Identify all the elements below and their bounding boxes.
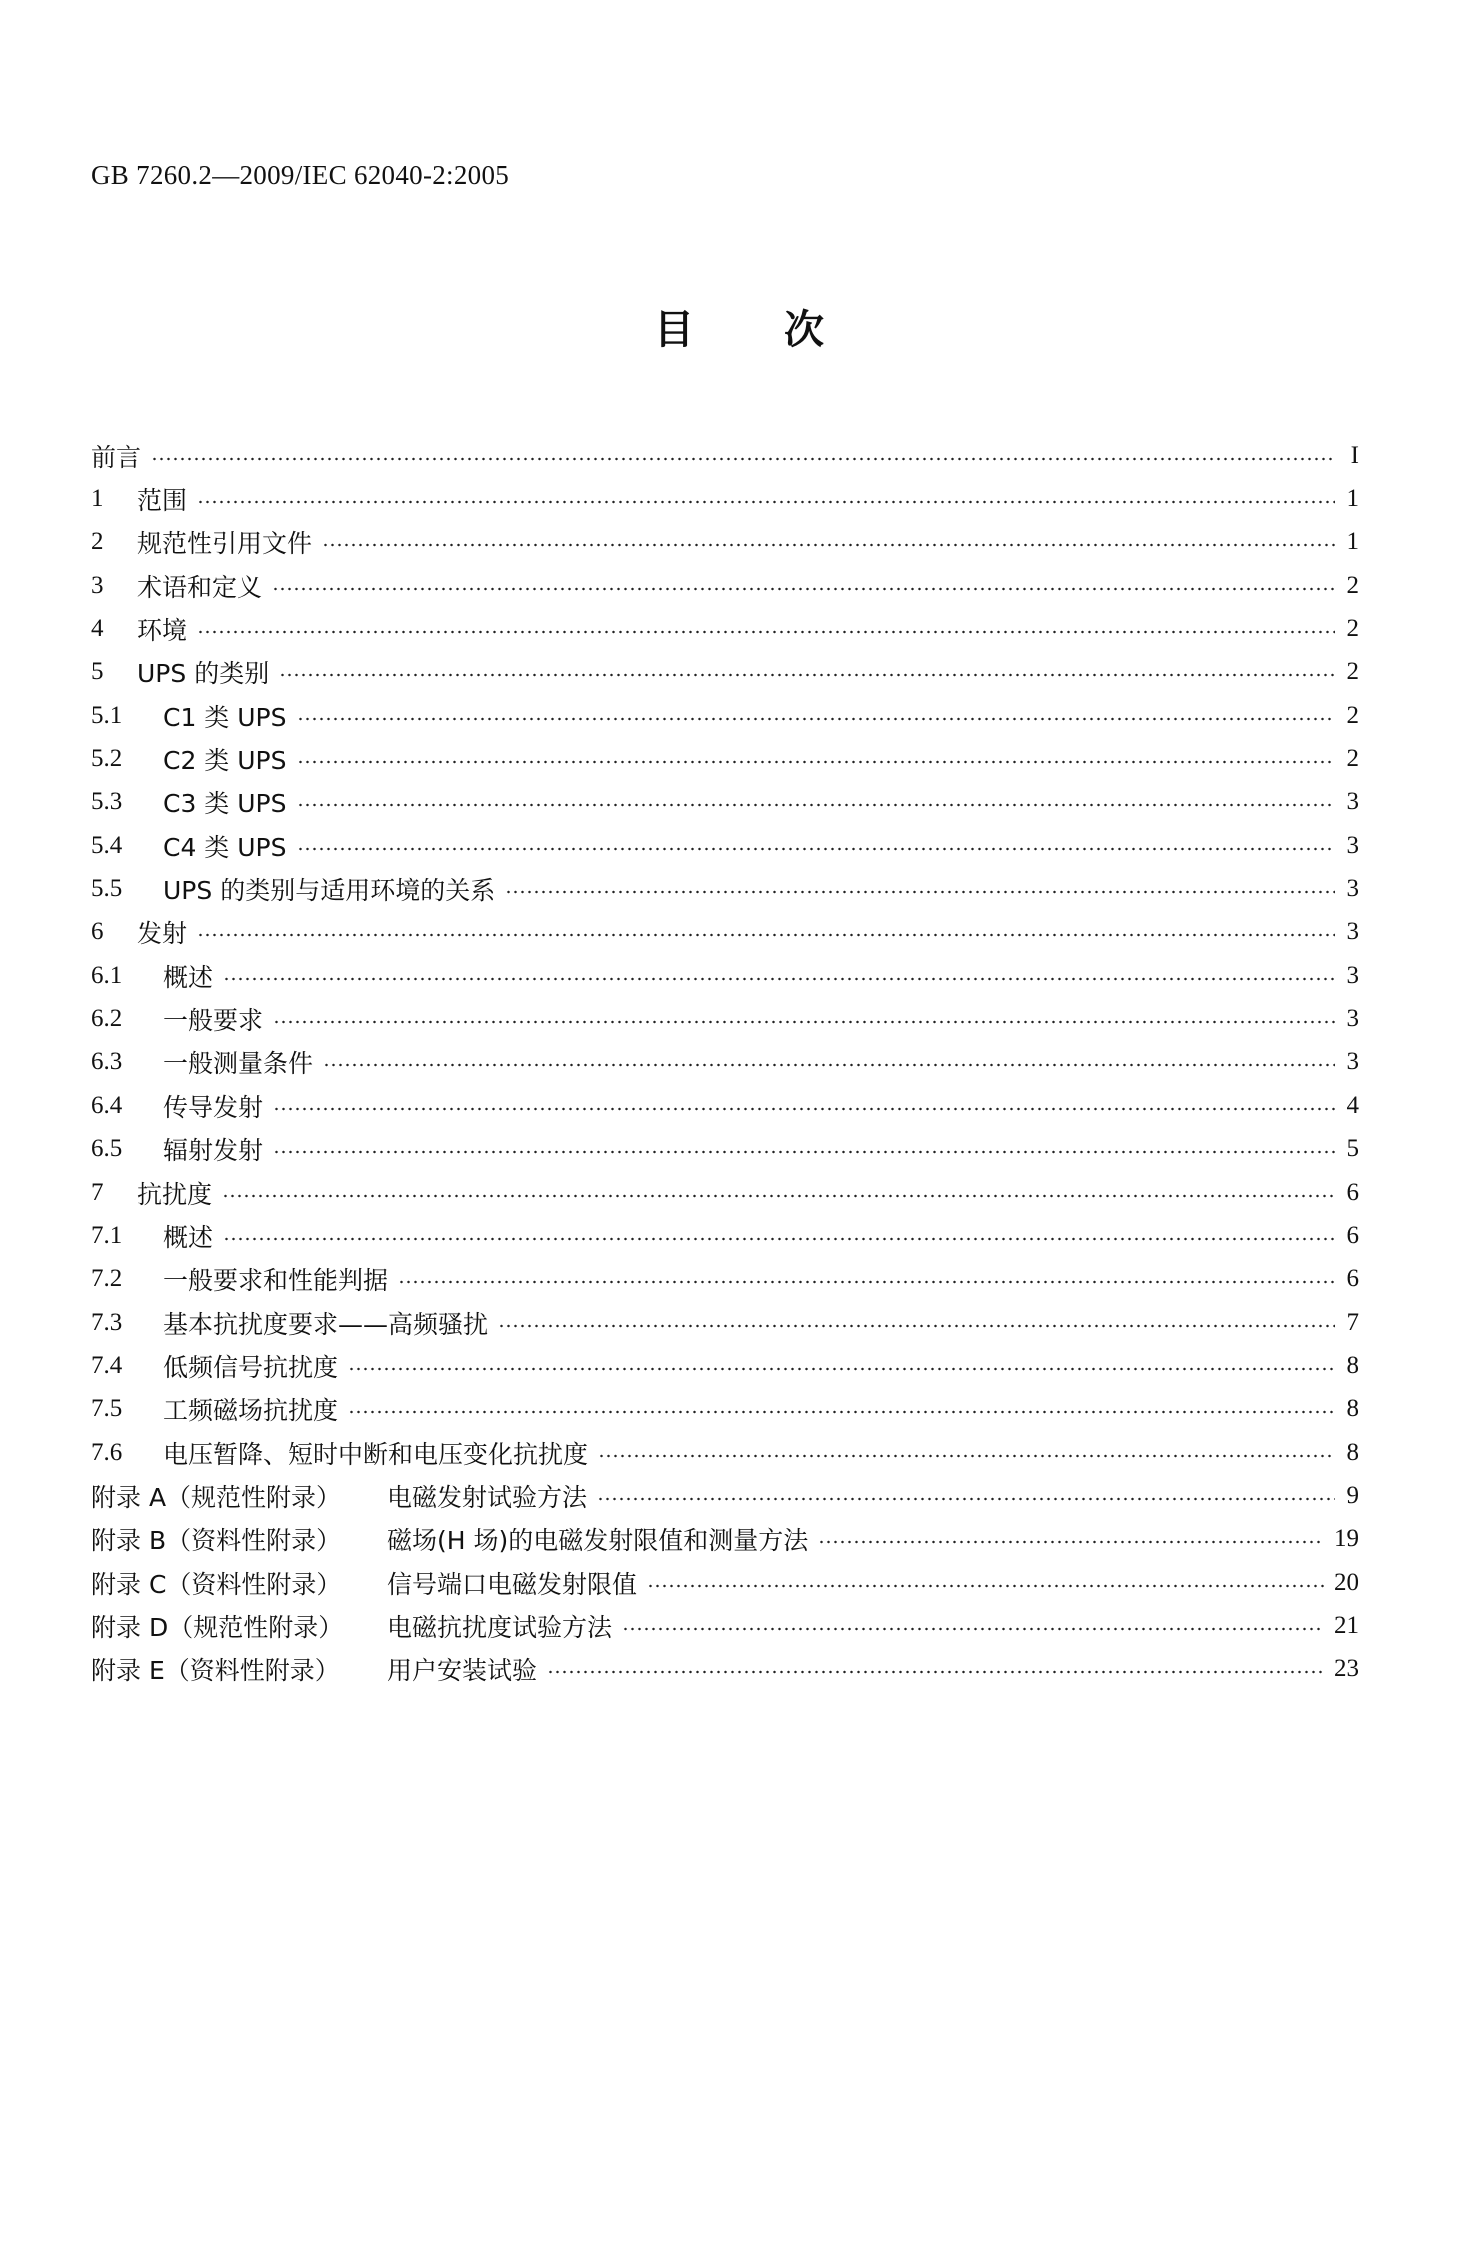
toc-entry-number: 6.4 (91, 1091, 123, 1119)
toc-entry-number: 7.2 (91, 1265, 123, 1293)
toc-entry-title: 基本抗扰度要求——高频骚扰 (163, 1309, 489, 1339)
toc-page-number: 8 (1346, 1395, 1359, 1423)
toc-entry-number: 5.4 (91, 831, 123, 859)
toc-entry[interactable] (91, 1648, 1359, 1691)
toc-entry[interactable] (91, 1388, 1359, 1431)
toc-appendix-label: 附录 A（规范性附录） (91, 1482, 342, 1512)
dot-leader (505, 890, 1335, 894)
toc-page-number: 1 (1346, 485, 1359, 513)
toc-entry-title: C2 类 UPS (163, 746, 287, 776)
toc-page-number: 6 (1346, 1221, 1359, 1249)
toc-entry-title: 电磁抗扰度试验方法 (387, 1612, 613, 1642)
toc-entry-title: 用户安装试验 (387, 1656, 538, 1686)
toc-page-number: 2 (1346, 745, 1359, 773)
toc-entry-title: C4 类 UPS (163, 832, 287, 862)
toc-entry-number: 7 (91, 1178, 104, 1206)
toc-entry[interactable] (91, 1604, 1359, 1647)
dot-leader (598, 1454, 1335, 1458)
dot-leader (197, 933, 1335, 937)
toc-entry[interactable] (91, 824, 1359, 867)
toc-entry[interactable] (91, 694, 1359, 737)
toc-page-number: 3 (1346, 1005, 1359, 1033)
toc-entry-number: 6.2 (91, 1005, 123, 1033)
dot-leader (223, 1237, 1335, 1241)
toc-entry-title: 环境 (137, 616, 188, 646)
toc-entry-title: 一般要求 (163, 1006, 264, 1036)
dot-leader (547, 1670, 1324, 1674)
toc-entry-title: 信号端口电磁发射限值 (387, 1569, 638, 1599)
toc-entry[interactable] (91, 954, 1359, 997)
toc-entry[interactable] (91, 1474, 1359, 1517)
toc-entry-title: 传导发射 (163, 1092, 264, 1122)
toc-entry[interactable] (91, 781, 1359, 824)
toc-entry-title: 电磁发射试验方法 (387, 1482, 588, 1512)
dot-leader (151, 457, 1335, 461)
toc-entry[interactable] (91, 1171, 1359, 1214)
toc-entry-number: 7.1 (91, 1221, 123, 1249)
toc-entry-number: 4 (91, 615, 104, 643)
toc-entry[interactable] (91, 564, 1359, 607)
toc-entry-number: 7.3 (91, 1308, 123, 1336)
dot-leader (197, 630, 1335, 634)
toc-page-number: 5 (1346, 1135, 1359, 1163)
toc-entry-number: 5.1 (91, 701, 123, 729)
toc-entry[interactable] (91, 1561, 1359, 1604)
dot-leader (398, 1280, 1335, 1284)
toc-entry-title: C1 类 UPS (163, 702, 287, 732)
toc-entry[interactable] (91, 911, 1359, 954)
toc-entry-number: 7.6 (91, 1438, 123, 1466)
toc-appendix-label: 附录 B（资料性附录） (91, 1526, 342, 1556)
toc-page-number: 23 (1334, 1655, 1359, 1683)
dot-leader (622, 1627, 1324, 1631)
standard-header: GB 7260.2—2009/IEC 62040-2:2005 (91, 160, 510, 190)
toc-page-number: I (1350, 441, 1359, 469)
toc-entry-title: UPS 的类别与适用环境的关系 (163, 876, 496, 906)
toc-page-number: 1 (1346, 528, 1359, 556)
toc-entry[interactable] (91, 1344, 1359, 1387)
toc-entry-number: 6.5 (91, 1135, 123, 1163)
toc-entry[interactable] (91, 1518, 1359, 1561)
toc-entry[interactable] (91, 477, 1359, 520)
toc-page-number: 3 (1346, 831, 1359, 859)
toc-page-number: 2 (1346, 701, 1359, 729)
toc-entry-number: 5 (91, 658, 104, 686)
dot-leader (322, 543, 1335, 547)
page-title: 目次 (654, 307, 914, 353)
dot-leader (348, 1410, 1335, 1414)
toc-entry-title: 磁场(H 场)的电磁发射限值和测量方法 (387, 1526, 809, 1556)
toc-page-number: 8 (1346, 1351, 1359, 1379)
dot-leader (297, 760, 1336, 764)
toc-entry-number: 5.3 (91, 788, 123, 816)
toc-entry-title: 范围 (137, 486, 188, 516)
toc-page-number: 6 (1346, 1265, 1359, 1293)
toc-entry-title: C3 类 UPS (163, 789, 287, 819)
toc-entry-number: 3 (91, 571, 104, 599)
dot-leader (273, 1020, 1335, 1024)
toc-entry[interactable] (91, 1084, 1359, 1127)
toc-entry[interactable] (91, 867, 1359, 910)
toc-entry-number: 6 (91, 918, 104, 946)
toc-entry[interactable] (91, 1431, 1359, 1474)
toc-entry[interactable] (91, 737, 1359, 780)
toc-entry[interactable] (91, 651, 1359, 694)
toc-entry-title: 一般测量条件 (163, 1049, 314, 1079)
dot-leader (647, 1584, 1324, 1588)
toc-appendix-label: 附录 E（资料性附录） (91, 1656, 340, 1686)
toc-entry[interactable] (91, 521, 1359, 564)
toc-appendix-label: 附录 D（规范性附录） (91, 1612, 344, 1642)
toc-page-number: 2 (1346, 615, 1359, 643)
toc-page-number: 20 (1334, 1568, 1359, 1596)
dot-leader (273, 1150, 1335, 1154)
toc-entry[interactable] (91, 434, 1359, 477)
toc-page-number: 3 (1346, 1048, 1359, 1076)
toc-entry-number: 7.4 (91, 1351, 123, 1379)
toc-entry-number: 2 (91, 528, 104, 556)
toc-entry-title: 辐射发射 (163, 1136, 264, 1166)
toc-page-number: 3 (1346, 875, 1359, 903)
toc-entry[interactable] (91, 997, 1359, 1040)
toc-entry-number: 7.5 (91, 1395, 123, 1423)
toc-page-number: 21 (1334, 1611, 1359, 1639)
toc-entry-title: 概述 (163, 962, 214, 992)
toc-entry-number: 5.2 (91, 745, 123, 773)
toc-page-number: 6 (1346, 1178, 1359, 1206)
toc-entry-title: 规范性引用文件 (137, 529, 313, 559)
toc-page-number: 4 (1346, 1091, 1359, 1119)
toc-entry[interactable] (91, 1301, 1359, 1344)
toc-entry-title: 术语和定义 (137, 572, 263, 602)
toc-page-number: 2 (1346, 658, 1359, 686)
dot-leader (498, 1324, 1335, 1328)
toc-entry-title: 概述 (163, 1222, 214, 1252)
dot-leader (279, 673, 1335, 677)
toc-entry[interactable] (91, 1258, 1359, 1301)
toc-page-number: 3 (1346, 788, 1359, 816)
dot-leader (223, 977, 1335, 981)
toc-entry-number: 1 (91, 485, 104, 513)
toc-entry-number: 6.3 (91, 1048, 123, 1076)
dot-leader (297, 803, 1336, 807)
dot-leader (297, 847, 1336, 851)
toc-page-number: 3 (1346, 961, 1359, 989)
toc-entry[interactable] (91, 1214, 1359, 1257)
toc-entry[interactable] (91, 1041, 1359, 1084)
toc-page-number: 19 (1334, 1525, 1359, 1553)
dot-leader (197, 500, 1335, 504)
toc-page-number: 3 (1346, 918, 1359, 946)
table-of-contents (91, 434, 1359, 1691)
dot-leader (273, 1107, 1335, 1111)
toc-entry-number: 6.1 (91, 961, 123, 989)
toc-entry-title: 一般要求和性能判据 (163, 1266, 389, 1296)
toc-entry-number: 5.5 (91, 875, 123, 903)
dot-leader (348, 1367, 1335, 1371)
dot-leader (818, 1540, 1324, 1544)
toc-entry-title: 抗扰度 (137, 1179, 213, 1209)
toc-page-number: 7 (1346, 1308, 1359, 1336)
toc-entry-title: 工频磁场抗扰度 (163, 1396, 339, 1426)
toc-entry[interactable] (91, 1128, 1359, 1171)
toc-appendix-label: 附录 C（资料性附录） (91, 1569, 342, 1599)
dot-leader (597, 1497, 1335, 1501)
toc-entry-title: 发射 (137, 919, 188, 949)
toc-entry-title: UPS 的类别 (137, 659, 270, 689)
dot-leader (323, 1063, 1335, 1067)
dot-leader (297, 717, 1336, 721)
toc-entry-title: 前言 (91, 442, 142, 472)
toc-entry-title: 低频信号抗扰度 (163, 1352, 339, 1382)
dot-leader (272, 587, 1335, 591)
toc-page-number: 8 (1346, 1438, 1359, 1466)
toc-entry-title: 电压暂降、短时中断和电压变化抗扰度 (163, 1439, 589, 1469)
toc-page-number: 9 (1346, 1481, 1359, 1509)
dot-leader (222, 1194, 1335, 1198)
toc-page-number: 2 (1346, 571, 1359, 599)
toc-entry[interactable] (91, 607, 1359, 650)
